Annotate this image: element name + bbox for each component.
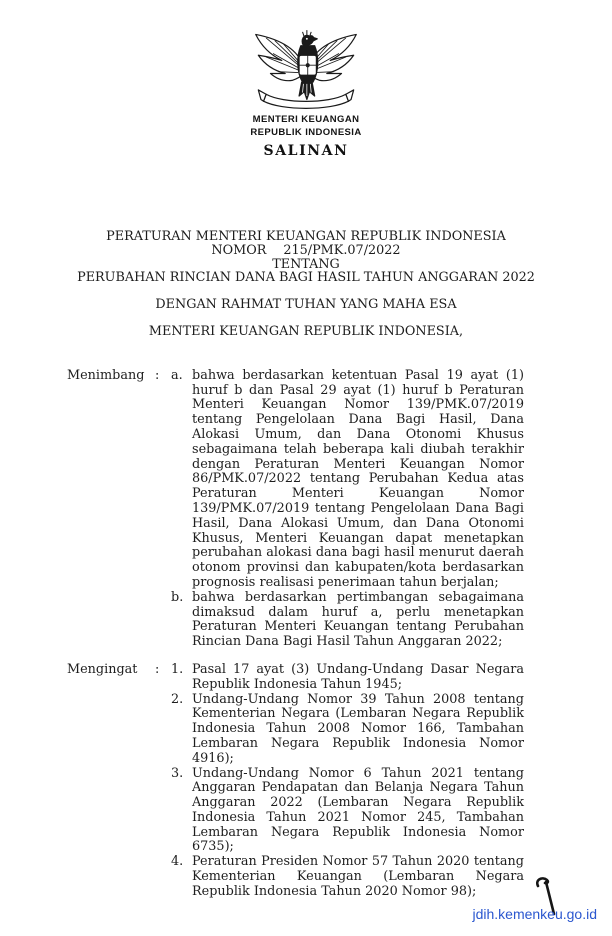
list-item — [171, 855, 524, 899]
section-label: Mengingat — [67, 661, 138, 677]
authority-line: MENTERI KEUANGAN REPUBLIK INDONESIA, — [148, 323, 464, 339]
salinan-stamp: SALINAN — [263, 143, 349, 159]
regulation-title-line: PERATURAN MENTERI KEUANGAN REPUBLIK INDONESIA — [106, 229, 506, 244]
document-header — [0, 0, 612, 159]
section-menimbang — [0, 369, 612, 650]
list-item — [171, 767, 524, 856]
item-text: Peraturan Presiden Nomor 57 Tahun 2020 tentang Kementerian Keuangan (Lembaran Negara Republik Indonesia Tahun 2020 Nomor 98); — [192, 854, 524, 899]
item-marker: 3. — [171, 765, 184, 781]
list-item — [171, 369, 524, 591]
item-marker: 2. — [171, 691, 184, 707]
section-colon: : — [155, 367, 160, 383]
regulation-subject: PERUBAHAN RINCIAN DANA BAGI HASIL TAHUN ANGGARAN 2022 — [77, 270, 535, 286]
document-footer — [472, 906, 597, 922]
item-marker: a. — [171, 367, 183, 383]
footer-link[interactable]: jdih.kemenkeu.go.id — [472, 906, 597, 922]
item-marker: 4. — [171, 854, 184, 870]
regulation-title-block — [0, 230, 612, 339]
section-items — [171, 369, 524, 650]
nomor-label: NOMOR — [211, 242, 267, 258]
item-text: bahwa berdasarkan pertimbangan sebagaimana dimaksud dalam huruf a, perlu menetapkan Peraturan Menteri Keuangan tentang Perubahan Rincian Dana Bagi Hasil Tahun Anggaran 2022; — [192, 589, 524, 650]
item-marker: b. — [171, 589, 184, 605]
section-items — [171, 663, 524, 900]
section-colon: : — [155, 661, 160, 677]
item-text: Undang-Undang Nomor 6 Tahun 2021 tentang Anggaran Pendapatan dan Belanja Negara Tahun Anggaran 2022 (Lembaran Negara Republik Indonesia Tahun 2021 Nomor 245, Tambahan Lembaran Negara Republik Indonesia Nomor 6735); — [192, 765, 524, 855]
ministry-name — [0, 113, 612, 139]
list-item — [171, 591, 524, 650]
section-label: Menimbang — [67, 367, 145, 383]
nomor-value: 215/PMK.07/2022 — [283, 242, 401, 258]
regulation-number-line — [0, 244, 612, 258]
list-item — [171, 663, 524, 693]
list-item — [171, 693, 524, 767]
item-marker: 1. — [171, 661, 184, 677]
garuda-pancasila-emblem-icon — [0, 30, 612, 110]
item-text: Pasal 17 ayat (3) Undang-Undang Dasar Negara Republik Indonesia Tahun 1945; — [192, 661, 524, 692]
item-text: Undang-Undang Nomor 39 Tahun 2008 tentang Kementerian Negara (Lembaran Negara Republik Indonesia Tahun 2008 Nomor 166, Tambahan Lembaran Negara Republik Indonesia Nomor 4916); — [192, 691, 524, 766]
item-text: bahwa berdasarkan ketentuan Pasal 19 ayat (1) huruf b dan Pasal 29 ayat (1) huruf b Peraturan Menteri Keuangan Nomor 139/PMK.07/2019 tentang Pengelolaan Dana Bagi Hasil, Dana Alokasi Umum, dan Dana Otonomi Khusus sebagaimana telah beberapa kali diubah terakhir dengan Peraturan Menteri Keuangan Nomor 86/PMK.07/2022 tentang Perubahan Kedua atas Peraturan Menteri Keuangan Nomor 139/PMK.07/2019 tentang Pengelolaan Dana Bagi Hasil, Dana Alokasi Umum, dan Dana Otonomi Khusus, Menteri Keuangan dapat menetapkan perubahan alokasi dana bagi hasil menurut daerah otonom provinsi dan kabupaten/kota berdasarkan prognosis realisasi penerimaan tahun berjalan; — [192, 367, 524, 590]
ministry-name-line1: MENTERI KEUANGAN — [252, 114, 360, 125]
ministry-name-line2: REPUBLIK INDONESIA — [250, 127, 362, 138]
invocation-line: DENGAN RAHMAT TUHAN YANG MAHA ESA — [155, 297, 457, 313]
tentang-label: TENTANG — [272, 256, 340, 272]
section-mengingat — [0, 663, 612, 900]
